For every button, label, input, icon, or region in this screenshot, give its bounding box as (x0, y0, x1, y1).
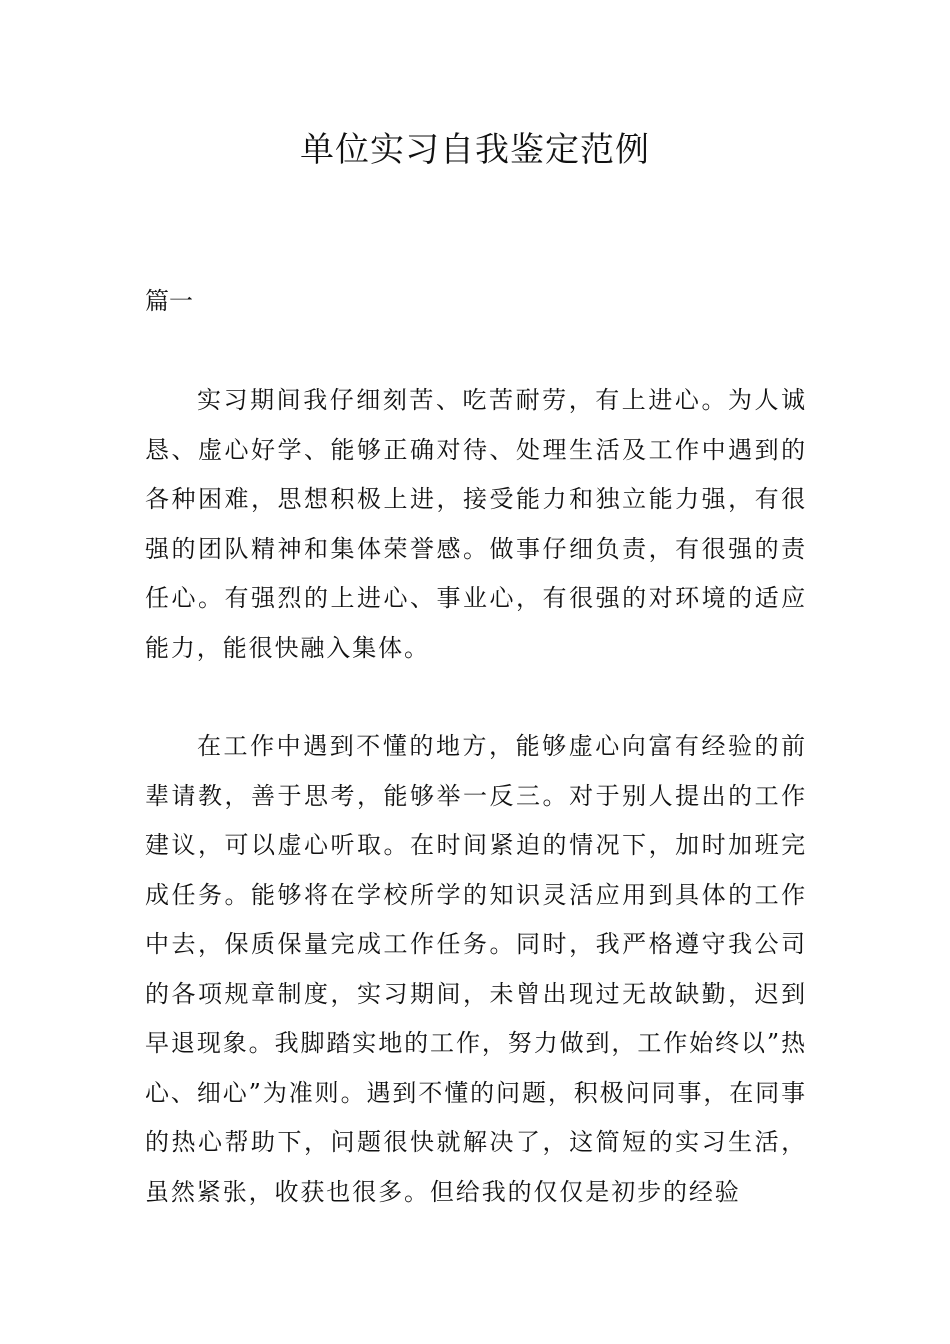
document-title: 单位实习自我鉴定范例 (300, 130, 650, 170)
body-paragraph: 实习期间我仔细刻苦、吃苦耐劳，有上进心。为人诚恳、虚心好学、能够正确对待、处理生活及工作中遇到的各种困难，思想积极上进，接受能力和独立能力强，有很强的团队精神和集体荣誉感。做事仔细负责，有很强的责任心。有强烈的上进心、事业心，有很强的对环境的适应能力，能很快融入集体。 (145, 386, 807, 662)
section-label: 篇一 (145, 287, 193, 315)
body-paragraph: 在工作中遇到不懂的地方，能够虚心向富有经验的前辈请教，善于思考，能够举一反三。对于别人提出的工作建议，可以虚心听取。在时间紧迫的情况下，加时加班完成任务。能够将在学校所学的知识灵活应用到具体的工作中去，保质保量完成工作任务。同时，我严格遵守我公司的各项规章制度，实习期间，未曾出现过无故缺勤，迟到早退现象。我脚踏实地的工作，努力做到，工作始终以”热心、细心”为准则。遇到不懂的问题，积极问同事，在同事的热心帮助下，问题很快就解决了，这简短的实习生活，虽然紧张，收获也很多。但给我的仅仅是初步的经验 (145, 732, 807, 1206)
